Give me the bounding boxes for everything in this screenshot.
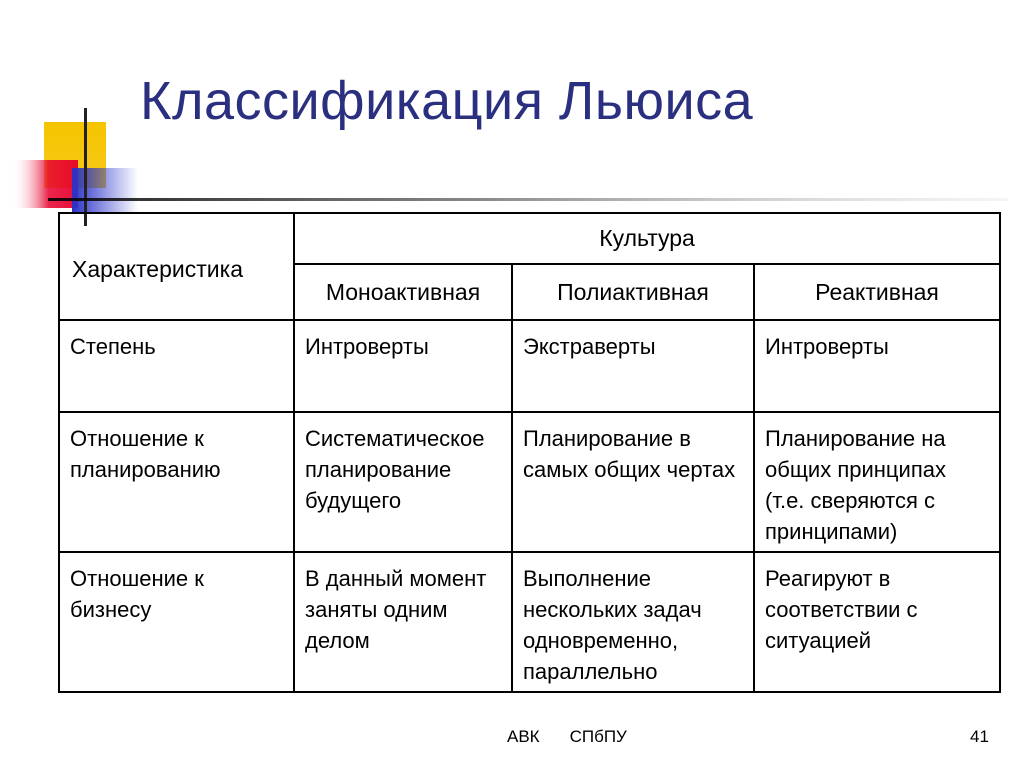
deco-vertical-line — [84, 108, 87, 226]
table-cell: Реагируют в соответствии с ситуацией — [754, 552, 1000, 692]
table-row — [59, 320, 1000, 412]
table-cell: В данный момент заняты одним делом — [294, 552, 512, 692]
table-cell: Интроверты — [754, 320, 1000, 412]
footer-org-avk: АВК — [507, 727, 540, 746]
row-label: Степень — [59, 320, 294, 412]
lewis-classification-table — [58, 212, 1001, 693]
header-characteristic: Характеристика — [59, 213, 294, 320]
deco-red-square — [12, 160, 78, 208]
row-label: Отношение к бизнесу — [59, 552, 294, 692]
table-cell: Интроверты — [294, 320, 512, 412]
table-cell: Выполнение нескольких задач одновременно, параллельно — [512, 552, 754, 692]
table-header-row — [59, 213, 1000, 264]
table-row — [59, 552, 1000, 692]
deco-yellow-square — [44, 122, 106, 188]
table-row — [59, 412, 1000, 552]
header-reactive: Реактивная — [754, 264, 1000, 320]
header-polyactive: Полиактивная — [512, 264, 754, 320]
footer-org-spbpu: СПбПУ — [569, 727, 627, 746]
header-monoactive: Моноактивная — [294, 264, 512, 320]
table-cell: Планирование на общих принципах (т.е. сверяются с принципами) — [754, 412, 1000, 552]
header-culture: Культура — [294, 213, 1000, 264]
footer-organization — [507, 727, 657, 747]
deco-horizontal-line — [48, 198, 1008, 201]
deco-blue-square — [72, 168, 138, 214]
slide-title: Классификация Льюиса — [140, 71, 754, 131]
page-number: 41 — [970, 727, 989, 746]
table-cell: Экстраверты — [512, 320, 754, 412]
row-label: Отношение к планированию — [59, 412, 294, 552]
table-cell: Планирование в самых общих чертах — [512, 412, 754, 552]
table-cell: Систематическое планирование будущего — [294, 412, 512, 552]
